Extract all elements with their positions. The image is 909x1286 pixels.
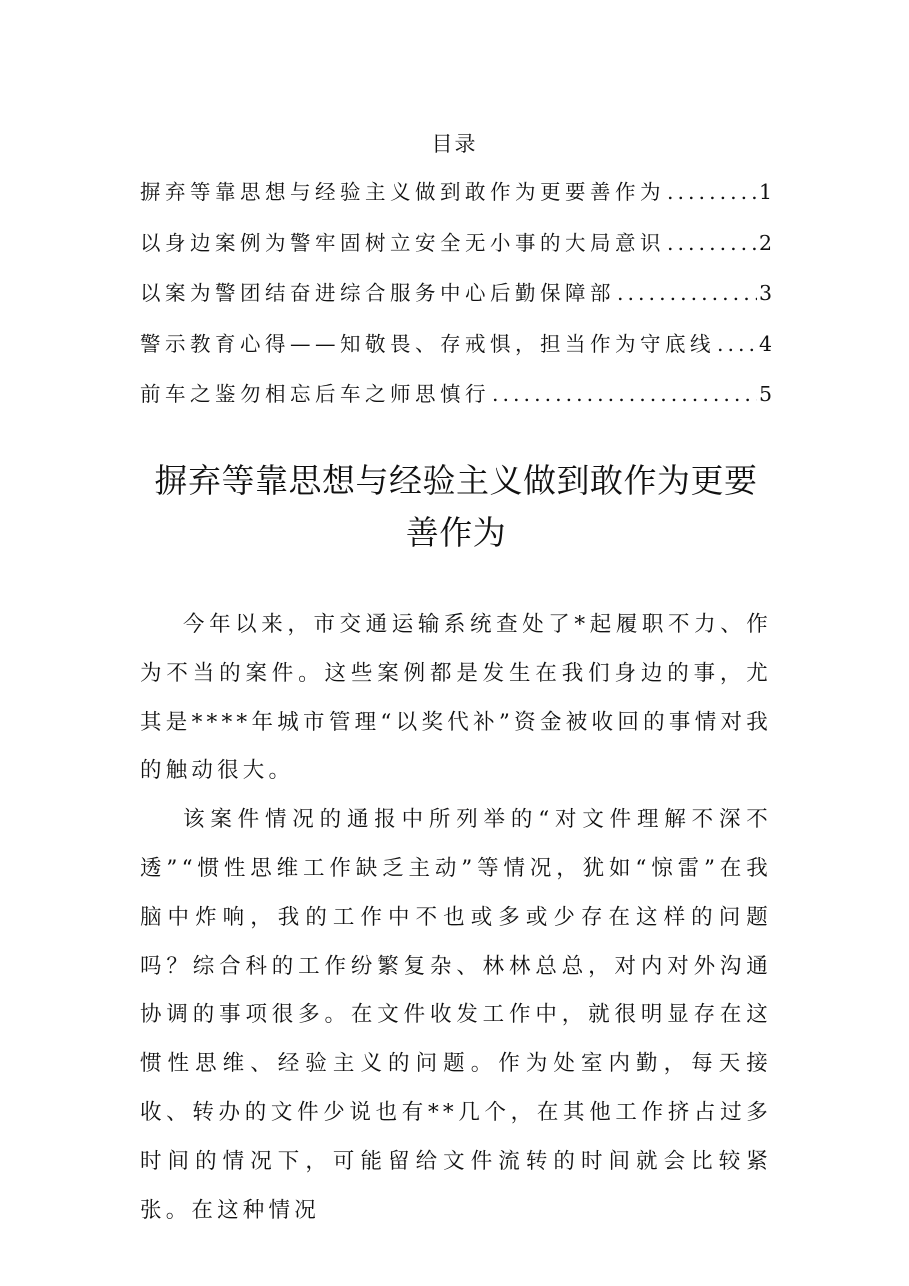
toc-entry-page: 4 — [758, 331, 772, 356]
table-of-contents — [140, 175, 772, 428]
toc-entry[interactable] — [140, 175, 772, 204]
body-paragraph: 今年以来，市交通运输系统查处了*起履职不力、作为不当的案件。这些案例都是发生在我们身边的事，尤其是****年城市管理“以奖代补”资金被收回的事情对我的触动很大。 — [140, 612, 772, 784]
toc-entry-title: 以案为警团结奋进综合服务中心后勤保障部 — [140, 281, 615, 305]
toc-entry-page: 1 — [758, 180, 772, 204]
toc-entry-page: 3 — [758, 281, 772, 305]
toc-entry-title: 警示教育心得——知敬畏、存戒惧，担当作为守底线 — [140, 331, 715, 356]
toc-leader-dots — [717, 332, 757, 356]
toc-leader-dots — [492, 382, 757, 406]
toc-entry-title: 以身边案例为警牢固树立安全无小事的大局意识 — [140, 230, 665, 255]
toc-title: 目录 — [431, 132, 478, 156]
body-paragraph: 该案件情况的通报中所列举的“对文件理解不深不透”“惯性思维工作缺乏主动”等情况，犹如“惊雷”在我脑中炸响，我的工作中不也或多或少存在这样的问题吗？综合科的工作纷繁复杂、林林总总，对内对外沟通协调的事项很多。在文件收发工作中，就很明显存在这惯性思维、经验主义的问题。作为处室内勤，每天接收、转办的文件少说也有**几个，在其他工作挤占过多时间的情况下，可能留给文件流转的时间就会比较紧张。在这种情况 — [140, 807, 772, 1223]
toc-leader-dots — [667, 180, 757, 204]
toc-leader-dots — [617, 281, 757, 305]
toc-entry[interactable] — [140, 226, 772, 255]
toc-entry[interactable] — [140, 276, 772, 305]
toc-entry[interactable] — [140, 377, 772, 406]
article-title: 摒弃等靠思想与经验主义做到敢作为更要善作为 — [154, 461, 758, 552]
toc-entry-page: 5 — [758, 382, 772, 406]
toc-leader-dots — [667, 231, 757, 255]
toc-entry-title: 摒弃等靠思想与经验主义做到敢作为更要善作为 — [140, 180, 665, 204]
article-body — [140, 601, 772, 1235]
toc-entry-title: 前车之鉴勿相忘后车之师思慎行 — [140, 382, 490, 406]
toc-entry[interactable] — [140, 327, 772, 356]
toc-entry-page: 2 — [758, 230, 772, 255]
